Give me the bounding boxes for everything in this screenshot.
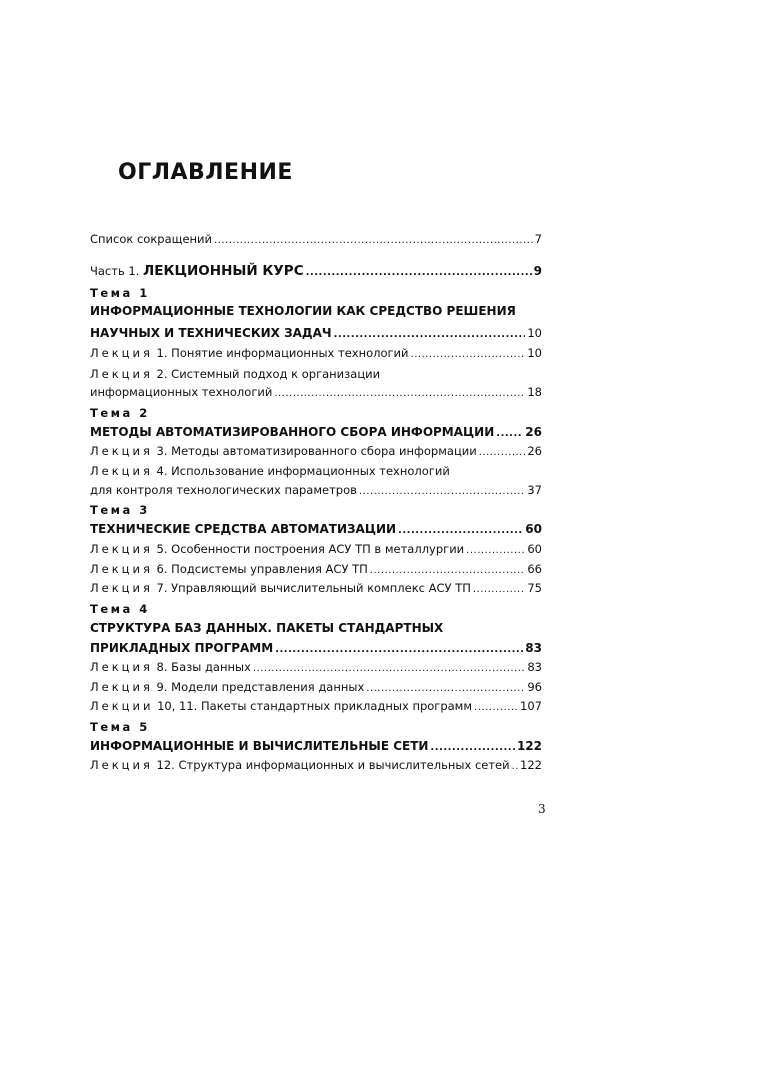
lecture-title: 7. Управляющий вычислительный комплекс АСУ ТП bbox=[156, 581, 471, 595]
dot-leader bbox=[274, 386, 525, 402]
toc-page-number: 10 bbox=[527, 346, 542, 360]
topic-label: Тема 4 bbox=[90, 602, 150, 616]
lecture-label: Лекция bbox=[90, 367, 153, 381]
lecture-label: Лекция bbox=[90, 581, 153, 595]
dot-leader bbox=[473, 582, 525, 598]
toc-entry-lecture[interactable] bbox=[90, 345, 542, 363]
toc-entry-lecture-cont[interactable] bbox=[90, 482, 542, 500]
dot-leader bbox=[466, 543, 525, 559]
topic-title: НАУЧНЫХ И ТЕХНИЧЕСКИХ ЗАДАЧ bbox=[90, 326, 332, 340]
lecture-label: Лекция bbox=[90, 758, 153, 772]
lecture-title: 2. Системный подход к организации bbox=[156, 367, 381, 381]
topic-title: ИНФОРМАЦИОННЫЕ ТЕХНОЛОГИИ КАК СРЕДСТВО РЕШЕНИЯ bbox=[90, 304, 516, 318]
toc-page-number: 60 bbox=[527, 542, 542, 556]
part-prefix: Часть 1. bbox=[90, 264, 140, 278]
topic-title: ИНФОРМАЦИОННЫЕ И ВЫЧИСЛИТЕЛЬНЫЕ СЕТИ bbox=[90, 739, 429, 753]
toc-page-number: 122 bbox=[516, 739, 542, 753]
lecture-title: 1. Понятие информационных технологий bbox=[156, 346, 409, 360]
dot-leader bbox=[366, 681, 525, 697]
lecture-title: 4. Использование информационных технологий bbox=[156, 464, 450, 478]
lecture-title: 12. Структура информационных и вычислительных сетей bbox=[156, 758, 510, 772]
dot-leader bbox=[334, 327, 526, 343]
toc-entry-topic1[interactable] bbox=[90, 325, 542, 343]
toc-page-number: 26 bbox=[525, 425, 542, 439]
dot-leader bbox=[370, 563, 526, 579]
dot-leader bbox=[398, 523, 523, 539]
dot-leader bbox=[474, 700, 518, 716]
lecture-label: Лекции bbox=[90, 699, 154, 713]
dot-leader bbox=[512, 759, 518, 775]
toc-entry-topic3[interactable] bbox=[90, 521, 542, 539]
dot-leader bbox=[430, 740, 515, 756]
toc-entry-lecture[interactable] bbox=[90, 463, 450, 479]
toc-entry-topic5[interactable] bbox=[90, 738, 542, 756]
topic-label: Тема 5 bbox=[90, 720, 150, 734]
lecture-title: информационных технологий bbox=[90, 385, 273, 399]
toc-page-number: 107 bbox=[520, 699, 542, 713]
toc-entry-topic4[interactable] bbox=[90, 640, 542, 658]
toc-entry-part1[interactable] bbox=[90, 263, 542, 281]
toc-entry-text: Список сокращений bbox=[90, 232, 213, 246]
lecture-title: для контроля технологических параметров bbox=[90, 483, 357, 497]
lecture-label: Лекция bbox=[90, 346, 153, 360]
lecture-title: 8. Базы данных bbox=[156, 660, 251, 674]
dot-leader bbox=[479, 445, 526, 461]
lecture-label: Лекция bbox=[90, 464, 153, 478]
toc-entry-lecture[interactable] bbox=[90, 366, 380, 382]
lecture-title: 10, 11. Пакеты стандартных прикладных программ bbox=[157, 699, 473, 713]
toc-page-number: 18 bbox=[527, 385, 542, 399]
toc-entry-lecture[interactable] bbox=[90, 541, 542, 559]
part-title: ЛЕКЦИОННЫЙ КУРС bbox=[143, 263, 304, 279]
lecture-label: Лекция bbox=[90, 562, 153, 576]
toc-page-number: 122 bbox=[520, 758, 542, 772]
toc-page-number: 10 bbox=[527, 326, 542, 340]
toc-page-number: 96 bbox=[527, 680, 542, 694]
topic-label: Тема 1 bbox=[90, 286, 150, 300]
toc-entry-lecture[interactable] bbox=[90, 698, 542, 716]
dot-leader bbox=[359, 484, 525, 500]
lecture-label: Лекция bbox=[90, 680, 153, 694]
dot-leader bbox=[253, 661, 525, 677]
page-footer-number: 3 bbox=[538, 802, 546, 816]
toc-page-number: 66 bbox=[527, 562, 542, 576]
lecture-label: Лекция bbox=[90, 542, 153, 556]
topic-label: Тема 3 bbox=[90, 503, 150, 517]
lecture-title: 3. Методы автоматизированного сбора информации bbox=[156, 444, 477, 458]
toc-entry-lecture[interactable] bbox=[90, 659, 542, 677]
toc-page-number: 60 bbox=[525, 522, 542, 536]
topic-title: МЕТОДЫ АВТОМАТИЗИРОВАННОГО СБОРА ИНФОРМАЦИИ bbox=[90, 425, 495, 439]
dot-leader bbox=[496, 426, 523, 442]
toc-entry-lecture[interactable] bbox=[90, 561, 542, 579]
toc-entry-lecture[interactable] bbox=[90, 679, 542, 697]
dot-leader bbox=[411, 347, 526, 363]
topic-title: ТЕХНИЧЕСКИЕ СРЕДСТВА АВТОМАТИЗАЦИИ bbox=[90, 522, 397, 536]
topic-title: ПРИКЛАДНЫХ ПРОГРАММ bbox=[90, 641, 274, 655]
toc-page-number: 9 bbox=[533, 264, 542, 278]
toc-entry-lecture[interactable] bbox=[90, 757, 542, 775]
toc-page-number: 75 bbox=[527, 581, 542, 595]
page-title: ОГЛАВЛЕНИЕ bbox=[118, 160, 293, 185]
toc-page-number: 83 bbox=[527, 660, 542, 674]
toc-page-number: 37 bbox=[527, 483, 542, 497]
toc-entry-lecture[interactable] bbox=[90, 443, 542, 461]
topic-label: Тема 2 bbox=[90, 406, 150, 420]
toc-entry-lecture-cont[interactable] bbox=[90, 384, 542, 402]
toc-page-number: 26 bbox=[527, 444, 542, 458]
toc-page-number: 7 bbox=[534, 232, 542, 246]
lecture-label: Лекция bbox=[90, 444, 153, 458]
lecture-title: 5. Особенности построения АСУ ТП в металлургии bbox=[156, 542, 465, 556]
lecture-label: Лекция bbox=[90, 660, 153, 674]
dot-leader bbox=[275, 642, 523, 658]
dot-leader bbox=[214, 233, 533, 249]
toc-entry-lecture[interactable] bbox=[90, 580, 542, 598]
topic-title: СТРУКТУРА БАЗ ДАННЫХ. ПАКЕТЫ СТАНДАРТНЫХ bbox=[90, 621, 444, 635]
toc-entry-abbreviations[interactable] bbox=[90, 231, 542, 249]
dot-leader bbox=[306, 265, 532, 281]
lecture-title: 6. Подсистемы управления АСУ ТП bbox=[156, 562, 368, 576]
lecture-title: 9. Модели представления данных bbox=[156, 680, 365, 694]
toc-entry-topic2[interactable] bbox=[90, 424, 542, 442]
toc-page-number: 83 bbox=[525, 641, 542, 655]
